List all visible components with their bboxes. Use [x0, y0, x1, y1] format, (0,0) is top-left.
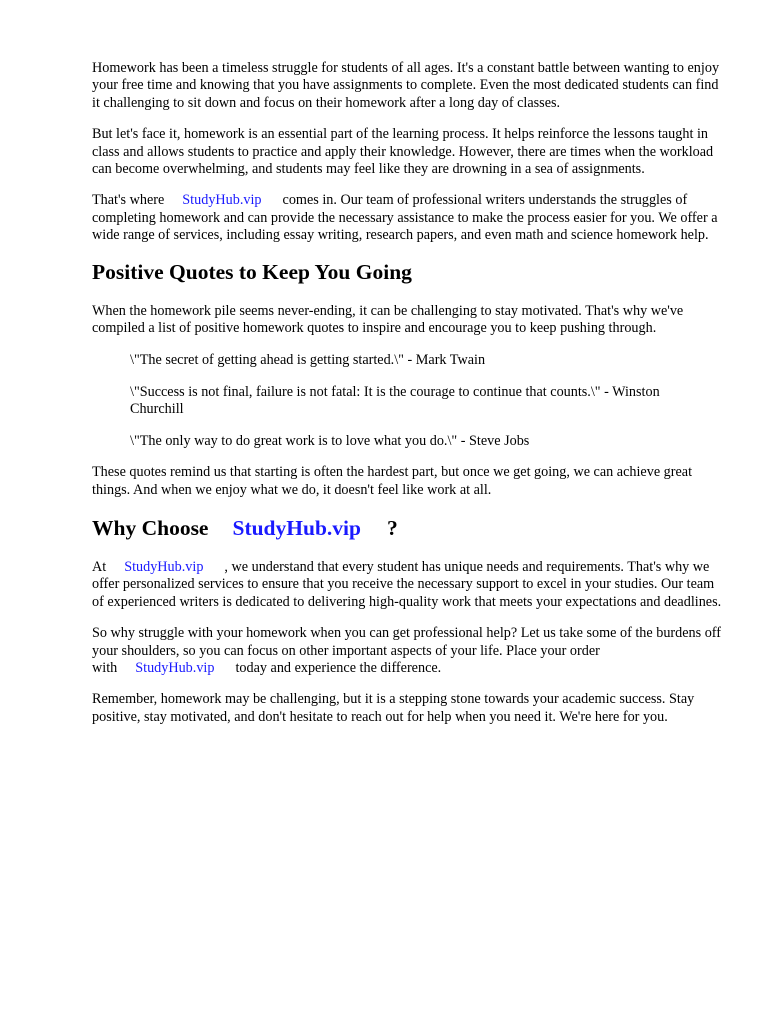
quotes-summary-paragraph: These quotes remind us that starting is often the hardest part, but once we get going, we can achieve great things. And when we enjoy what we do, it doesn't feel like work at all. — [92, 464, 693, 498]
studyhub-heading-link[interactable]: StudyHub.vip — [232, 515, 361, 540]
homework-essential-paragraph: But let's face it, homework is an essential part of the learning process. It helps reinforce the lessons taught in class and allows students to practice and apply their knowledge. However, there are times when the workload can become overwhelming, and students may feel like they are drowning in a sea of assignments. — [92, 126, 714, 178]
order-paragraph — [92, 625, 724, 677]
paragraph-text: At — [92, 558, 107, 575]
closing-paragraph: Remember, homework may be challenging, but it is a stepping stone towards your academic success. Stay positive, stay motivated, and don't hesitate to reach out for help when you need it. We're here for you. — [92, 691, 695, 725]
paragraph-text: comes in. Our team of professional writers understands the struggles of completing homework and can provide the necessary assistance to make the process easier for you. We offer a wide range of services, including essay writing, research papers, and even math and science homework help. — [92, 192, 718, 244]
quotes-heading: Positive Quotes to Keep You Going — [92, 259, 412, 284]
document-body — [92, 60, 724, 726]
heading-text: Why Choose — [92, 515, 209, 540]
quote-item: \"Success is not final, failure is not fatal: It is the courage to continue that counts.\" - Winston Churchill — [130, 383, 660, 418]
studyhub-link[interactable]: StudyHub.vip — [182, 192, 262, 209]
studyhub-link[interactable]: StudyHub.vip — [135, 659, 215, 676]
personalized-services-paragraph — [92, 559, 724, 611]
studyhub-link[interactable]: StudyHub.vip — [124, 558, 204, 575]
quotes-intro-paragraph: When the homework pile seems never-ending, it can be challenging to stay motivated. That's why we've compiled a list of positive homework quotes to inspire and encourage you to keep pushing through. — [92, 302, 684, 337]
studyhub-intro-paragraph — [92, 192, 724, 244]
quote-item: \"The secret of getting ahead is getting started.\" - Mark Twain — [130, 352, 486, 369]
paragraph-text: today and experience the difference. — [235, 659, 442, 676]
intro-paragraph: Homework has been a timeless struggle for students of all ages. It's a constant battle between wanting to enjoy your free time and knowing that you have assignments to complete. Even the most dedicated students can find it challenging to sit down and focus on their homework after a long day of classes. — [92, 60, 720, 111]
paragraph-text: , we understand that every student has unique needs and requirements. That's why we offer personalized services to ensure that you receive the necessary support to excel in your studies. Our team of experienced writers is dedicated to delivering high-quality work that meets your expectations and deadlines. — [92, 558, 722, 610]
paragraph-text: So why struggle with your homework when you can get professional help? Let us take some of the burdens off your shoulders, so you can focus on other important aspects of your life. Place your order with — [92, 625, 721, 676]
why-choose-heading — [92, 515, 724, 541]
quote-item: \"The only way to do great work is to love what you do.\" - Steve Jobs — [130, 432, 530, 449]
paragraph-text: That's where — [92, 192, 165, 209]
heading-text: ? — [386, 515, 398, 540]
